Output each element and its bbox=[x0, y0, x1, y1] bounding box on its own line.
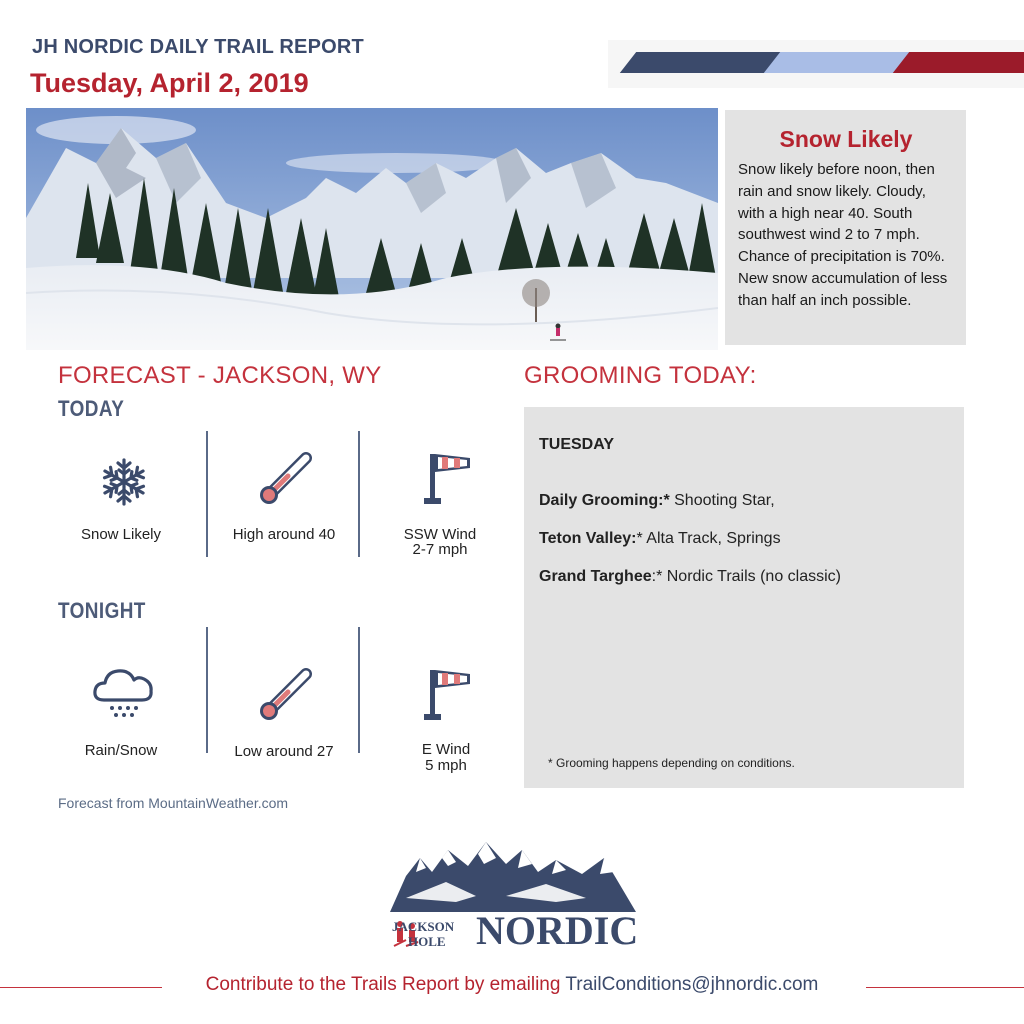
logo-word-jackson: JACKSON bbox=[392, 919, 455, 934]
windsock-icon bbox=[420, 664, 476, 731]
grooming-area: Grand Targhee bbox=[539, 568, 652, 585]
grooming-title: GROOMING TODAY: bbox=[524, 362, 757, 389]
divider bbox=[206, 627, 208, 753]
divider bbox=[358, 431, 360, 557]
thermometer-icon bbox=[254, 448, 318, 513]
grooming-area: Teton Valley: bbox=[539, 530, 637, 547]
tonight-wind-speed: 5 mph bbox=[425, 757, 467, 774]
grooming-trails: Shooting Star, bbox=[669, 492, 775, 509]
grooming-trails: :* Nordic Trails (no classic) bbox=[651, 568, 841, 585]
forecast-summary-card bbox=[725, 110, 966, 345]
today-wind-direction: SSW Wind bbox=[403, 526, 477, 543]
today-wind-speed: 2-7 mph bbox=[412, 541, 468, 558]
tonight-label: TONIGHT bbox=[58, 598, 146, 623]
report-kicker: JH NORDIC DAILY TRAIL REPORT bbox=[32, 36, 364, 58]
grooming-line bbox=[539, 530, 781, 548]
forecast-title: FORECAST - JACKSON, WY bbox=[58, 362, 382, 389]
footer-text: Contribute to the Trails Report by emailing bbox=[205, 974, 566, 995]
grooming-note: * Grooming happens depending on conditions. bbox=[548, 756, 795, 770]
grooming-line bbox=[539, 568, 841, 586]
forecast-source: Forecast from MountainWeather.com bbox=[58, 795, 289, 811]
logo-word-nordic: NORDIC bbox=[476, 908, 639, 953]
stripe-navy bbox=[620, 52, 786, 73]
summary-title: Snow Likely bbox=[779, 126, 913, 152]
grooming-line bbox=[539, 492, 775, 510]
divider bbox=[358, 627, 360, 753]
windsock-icon bbox=[420, 448, 476, 515]
footer-email-link[interactable]: TrailConditions@jhnordic.com bbox=[565, 974, 819, 995]
snowflake-icon bbox=[92, 452, 156, 517]
stripe-red bbox=[893, 52, 1024, 73]
report-date: Tuesday, April 2, 2019 bbox=[30, 68, 309, 98]
mountain-photo bbox=[26, 108, 718, 350]
tonight-wind-direction: E Wind bbox=[421, 741, 471, 758]
today-temp: High around 40 bbox=[232, 526, 336, 543]
summary-text: Snow likely before noon, then rain and snow likely. Cloudy, with a high near 40. South southwest wind 2 to 7 mph. Chance of precipitation is 70%. New snow accumulation of less than half an inch possible. bbox=[738, 161, 948, 309]
footer-contribute bbox=[0, 974, 1024, 996]
grooming-trails: * Alta Track, Springs bbox=[636, 530, 781, 547]
today-condition: Snow Likely bbox=[80, 526, 162, 543]
grooming-area: Daily Grooming:* bbox=[539, 492, 670, 509]
tonight-condition: Rain/Snow bbox=[84, 742, 158, 759]
grooming-day: TUESDAY bbox=[539, 436, 614, 453]
today-label: TODAY bbox=[58, 396, 125, 421]
divider bbox=[206, 431, 208, 557]
cloud-snow-icon bbox=[90, 662, 158, 729]
tonight-temp: Low around 27 bbox=[234, 743, 334, 760]
jackson-hole-nordic-logo bbox=[386, 836, 640, 962]
thermometer-icon bbox=[254, 664, 318, 729]
grooming-panel bbox=[524, 407, 964, 788]
logo-word-hole: HOLE bbox=[408, 934, 446, 949]
header-stripes bbox=[608, 40, 1024, 88]
